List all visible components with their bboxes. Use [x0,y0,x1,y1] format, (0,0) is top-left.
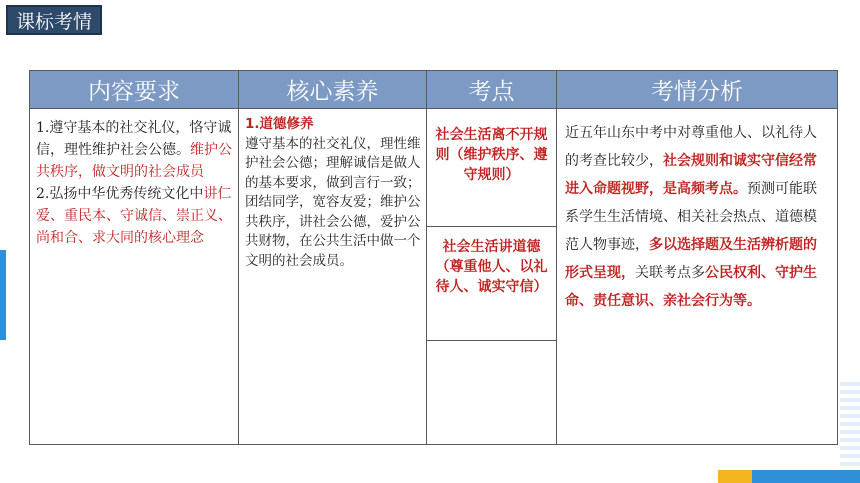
core-literacy-body: 遵守基本的社交礼仪，理性维护社会公德；理解诚信是做人的基本要求，做到言行一致；团结同学，宽容友爱；维护公共秩序，讲社会公德，爱护公共财物，在公共生活中做一个文明的社会成员。 [245,135,421,269]
core-literacy-cell [239,109,427,445]
section-title: 课标考情 [6,5,102,35]
table-header-row [30,71,838,109]
table-row [30,109,838,445]
header-core-literacy: 核心素养 [239,71,427,109]
header-exam-analysis: 考情分析 [557,71,838,109]
corner-decoration [840,380,860,470]
left-accent-bar [0,250,6,340]
header-content-requirements: 内容要求 [30,71,239,109]
content-requirements-text [30,109,238,249]
exam-point-2: 社会生活讲道德（尊重他人、以礼待人、诚实守信） [427,227,556,341]
exam-point-3 [427,341,556,444]
curriculum-table [29,70,838,445]
exam-analysis-text [557,109,837,315]
analysis-part-3: 关联考点多 [635,265,705,281]
content-requirements-cell [30,109,239,445]
requirement-1-text: 1.遵守基本的社交礼仪，恪守诚信，理性维护社会公德。 [36,120,232,158]
requirement-1-highlight: 维护公共秩序，做文明的社会成员 [36,142,232,180]
header-exam-points: 考点 [427,71,557,109]
core-literacy-heading: 1.道德修养 [245,116,314,132]
analysis-highlight-1: 社会规则和诚实守信经常进入命题视野，是高频考点。 [565,153,817,197]
analysis-highlight-3: 公民权利、守护生命、责任意识、亲社会行为等。 [565,265,817,309]
exam-point-1: 社会生活离不开规则（维护秩序、遵守规则） [427,109,556,227]
exam-points-cell [427,109,557,445]
core-literacy-text [239,109,426,271]
analysis-part-2: 预测可能联系学生生活情境、相关社会热点、道德模范人物事迹， [565,181,817,253]
requirement-2-highlight: 讲仁爱、重民本、守诚信、崇正义、尚和合、求大同的核心理念 [36,186,232,246]
exam-analysis-cell [557,109,838,445]
analysis-highlight-2: 多以选择题及生活辨析题的形式呈现， [565,237,817,281]
footer-blue-strip [752,470,860,483]
footer-yellow-strip [718,470,752,483]
requirement-2-text: 2.弘扬中华优秀传统文化中 [36,186,204,202]
analysis-part-1: 近五年山东中考中对尊重他人、以礼待人的考查比较少， [565,125,817,169]
